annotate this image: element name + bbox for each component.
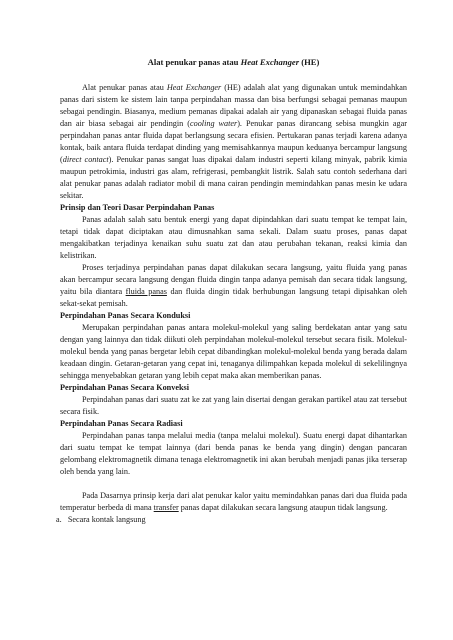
working-principle-paragraph: Pada Dasarnya prinsip kerja dari alat penukar kalor yaitu memindahkan panas dari dua fluida pada temperatur berbeda di mana transfer panas dapat dilakukan secara langsung ataupun tidak langsung. <box>60 491 407 512</box>
list-item <box>56 514 407 526</box>
heading-convection: Perpindahan Panas Secara Konveksi <box>60 383 189 392</box>
heading-radiation: Perpindahan Panas Secara Radiasi <box>60 419 183 428</box>
radiation-paragraph: Perpindahan panas tanpa melalui media (tanpa melalui molekul). Suatu energi dapat dihantarkan dari suatu tempat ke tempat lainnya (dari benda panas ke benda yang dingin) dengan pancaran gelombang elektromagnetik dimana tenaga elektromagnetik ini akan berubah menjadi panas jika terserap oleh benda yang lain. <box>60 431 407 476</box>
convection-paragraph: Perpindahan panas dari suatu zat ke zat yang lain disertai dengan gerakan partikel atau zat tersebut secara fisik. <box>60 395 407 416</box>
underlined-term: fluida panas <box>125 287 167 296</box>
conduction-paragraph: Merupakan perpindahan panas antara molekul-molekul yang saling berdekatan antar yang satu dengan yang lainnya dan tidak diikuti oleh perpindahan molekul-molekul tersebut secara fisik. Molekul-molekul benda yang panas bergetar lebih cepat dibandingkan molekul-molekul benda yang berada dalam keadaan dingin. Getaran-getaran yang cepat ini, tenaganya dilimpahkan kepada molekul di sekelilingnya sehingga menyebabkan getaran yang lebih cepat maka akan memberikan panas. <box>60 323 407 380</box>
heading-conduction: Perpindahan Panas Secara Konduksi <box>60 311 191 320</box>
spacer <box>60 478 407 490</box>
intro-paragraph: Alat penukar panas atau Heat Exchanger (HE) adalah alat yang digunakan untuk memindahkan panas dari sistem ke sistem lain tanpa perpindahan massa dan bisa berfungsi sebagai pemanas maupun sebagai pendingin. Biasanya, medium pemanas dipakai adalah air yang dipanaskan sebagai fluida panas dan air biasa sebagai air pendingin (cooling water). Penukar panas dirancang sebisa mungkin agar perpindahan panas antar fluida dapat berlangsung secara efisien. Pertukaran panas terjadi karena adanya kontak, baik antara fluida terdapat dinding yang memisahkannya maupun keduanya bercampur langsung (direct contact). Penukar panas sangat luas dipakai dalam industri seperti kilang minyak, pabrik kimia maupun petrokimia, industri gas alam, refrigerasi, pembangkit listrik. Salah satu contoh sederhana dari alat penukar panas adalah radiator mobil di mana cairan pendingin memindahkan panas mesin ke udara sekitar. <box>60 83 407 200</box>
list-marker: a. <box>56 515 62 524</box>
document-title: Alat penukar panas atau Heat Exchanger (HE) <box>147 57 320 67</box>
list-text: Secara kontak langsung <box>67 515 146 524</box>
heading-principles: Prinsip dan Teori Dasar Perpindahan Panas <box>60 203 215 212</box>
principles-paragraph: Panas adalah salah satu bentuk energi yang dapat dipindahkan dari suatu tempat ke tempat lain, tetapi tidak dapat diciptakan atau dimusnahkan sama sekali. Dalam suatu proses, panas dapat mengakibatkan terjadinya kenaikan suhu suatu zat dan atau perubahan tekanan, reaksi kimia dan kelistrikan. <box>60 215 407 260</box>
process-paragraph: Proses terjadinya perpindahan panas dapat dilakukan secara langsung, yaitu fluida yang panas akan bercampur secara langsung dengan fluida dingin tanpa adanya pemisah dan secara tidak langsung, yaitu bila diantara fluida panas dan fluida dingin tidak berhubungan langsung tetapi dipisahkan oleh sekat-sekat pemisah. <box>60 263 407 308</box>
underlined-term: transfer <box>153 503 179 512</box>
title-italic: Heat Exchanger <box>240 57 300 67</box>
